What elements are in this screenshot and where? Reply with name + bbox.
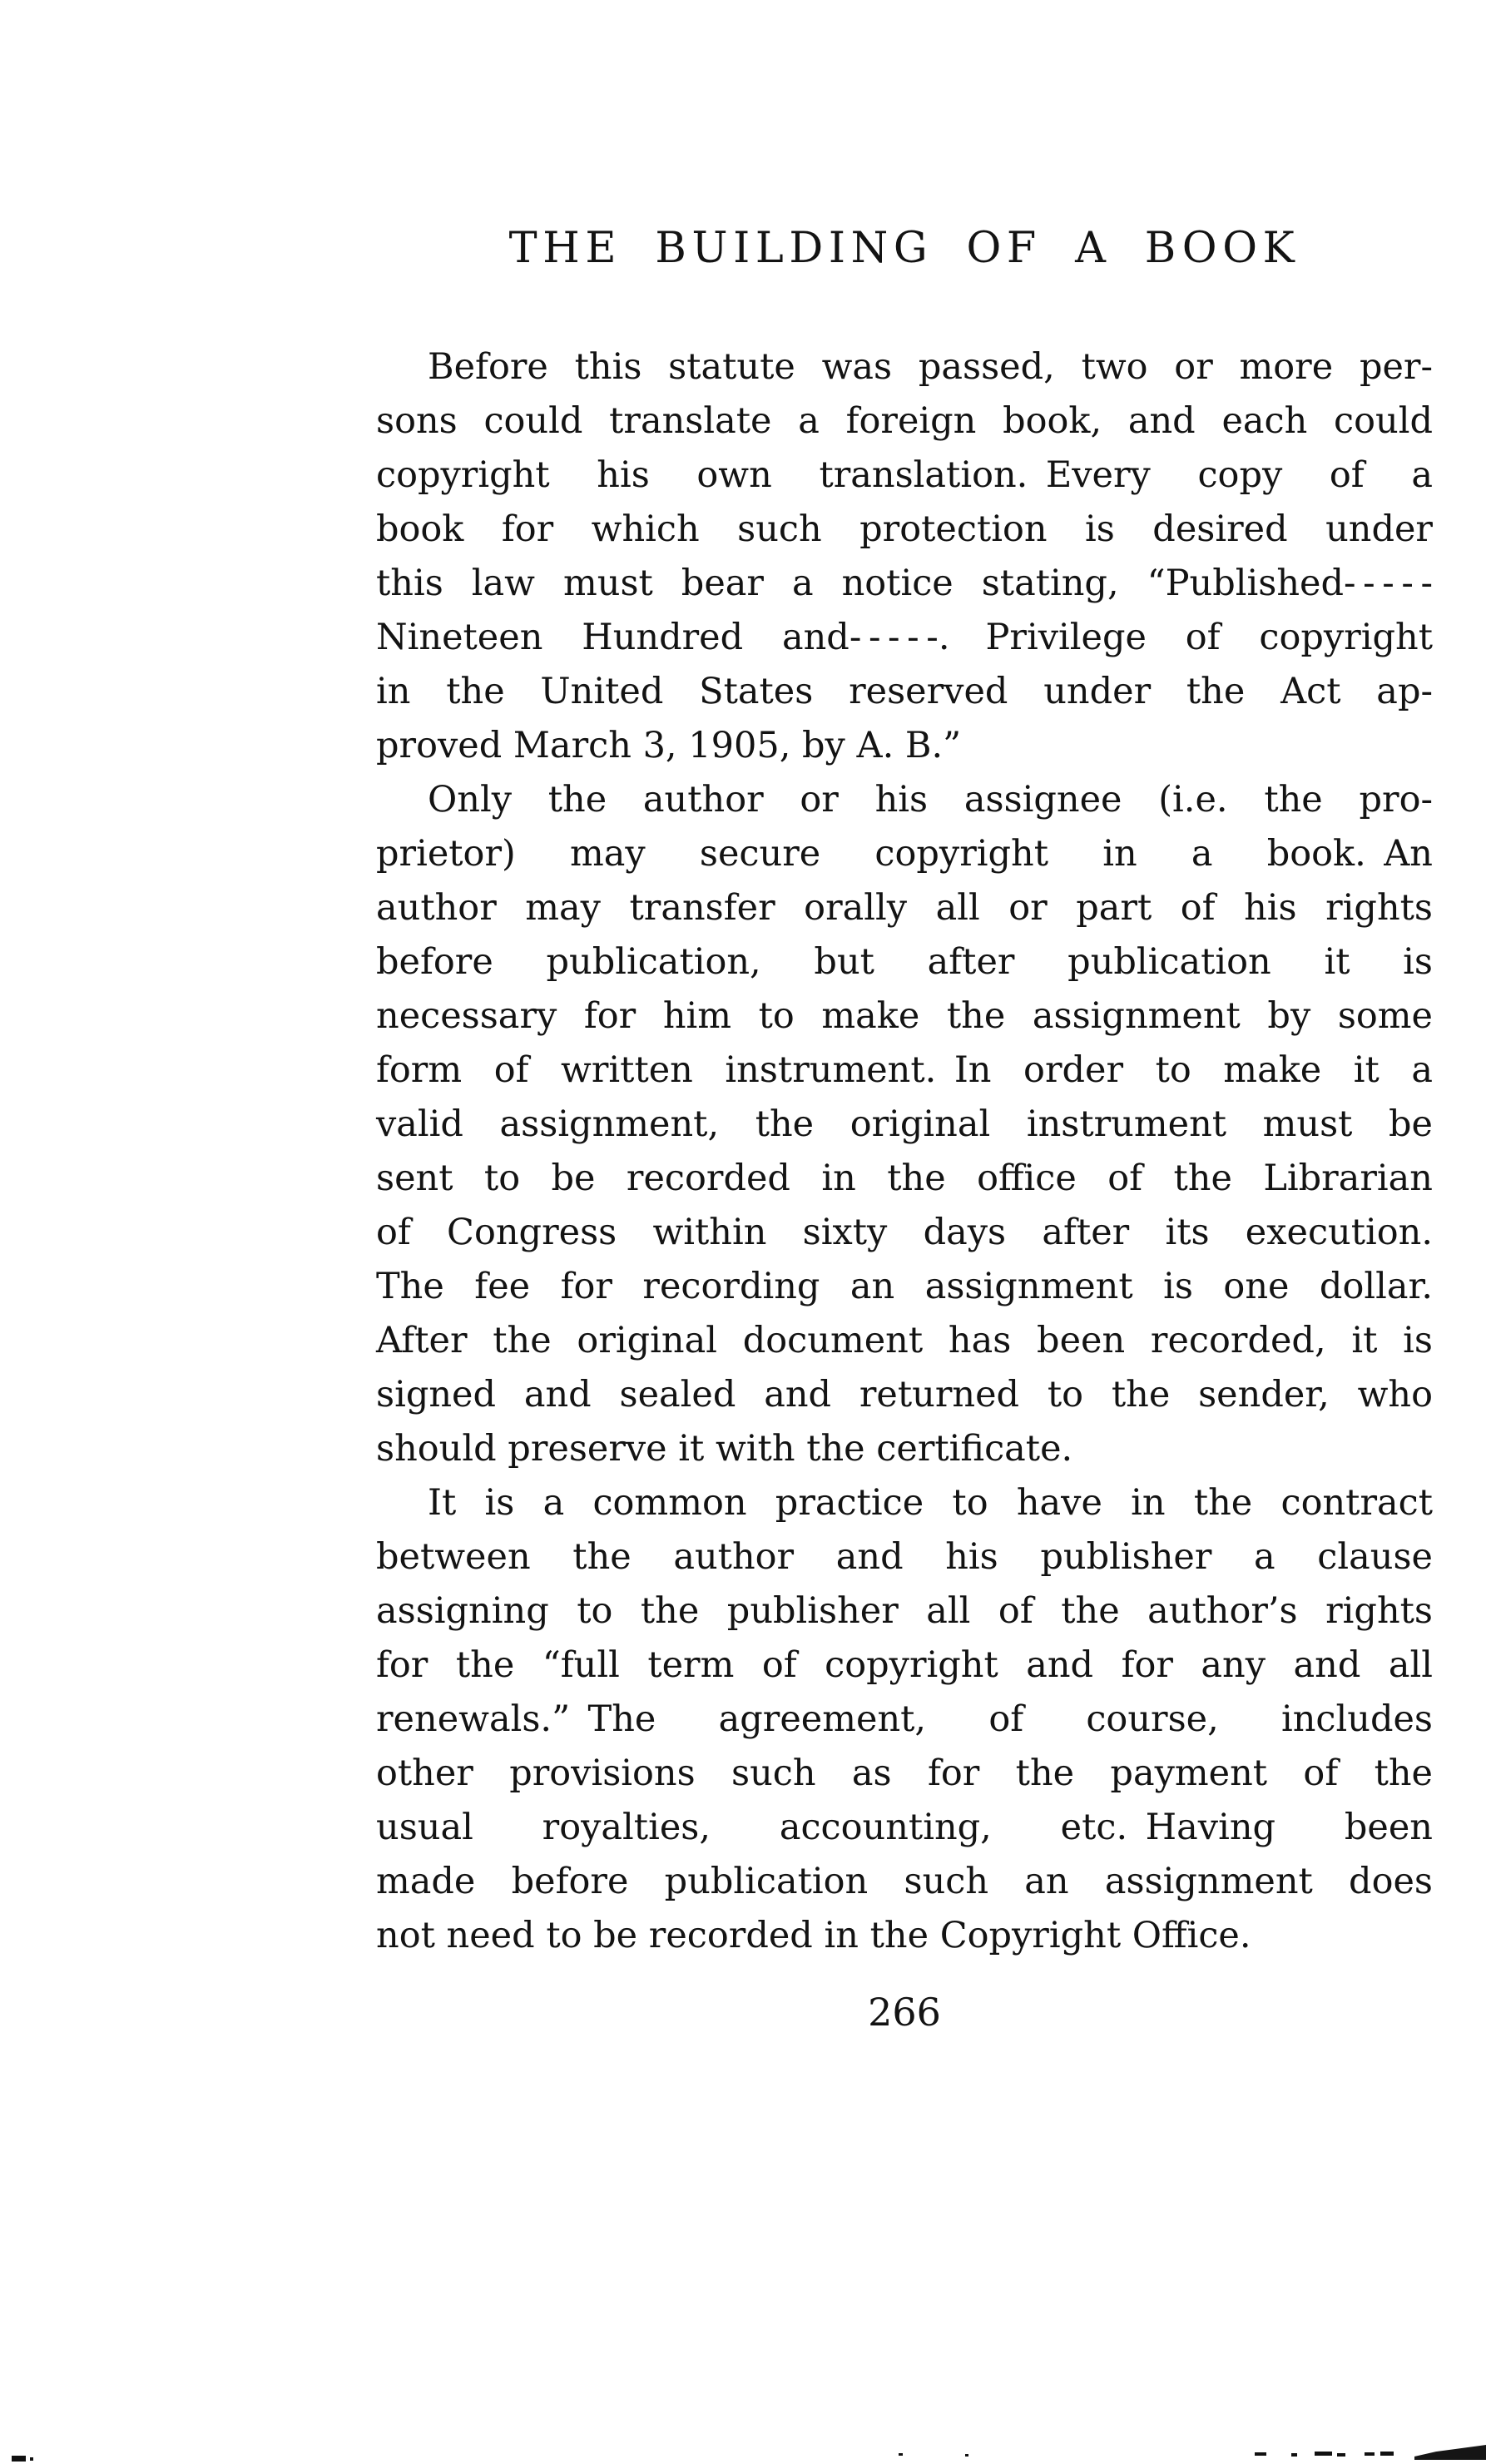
scan-artifact-dash <box>1255 2452 1266 2456</box>
text-line: of Congress within sixty days after its execution. <box>376 1212 1433 1253</box>
text-line: sons could translate a foreign book, and each could <box>376 400 1433 442</box>
paragraph-1 <box>376 340 1433 773</box>
scan-artifact-bottom-left <box>12 2456 26 2462</box>
text-line: renewals.” The agreement, of course, includes <box>376 1698 1433 1740</box>
text-line: should preserve it with the certificate. <box>376 1428 1073 1470</box>
text-line: book for which such protection is desired under <box>376 508 1433 550</box>
text-line: between the author and his publisher a clause <box>376 1536 1433 1578</box>
text-line: proved March 3, 1905, by A. B.” <box>376 725 962 766</box>
text-line: After the original document has been recorded, it is <box>376 1320 1433 1361</box>
text-line: copyright his own translation. Every copy of a <box>376 454 1433 496</box>
text-line: necessary for him to make the assignment by some <box>376 995 1433 1037</box>
text-line: valid assignment, the original instrument must be <box>376 1103 1433 1145</box>
text-line: Only the author or his assignee (i.e. the pro- <box>428 779 1433 821</box>
text-block <box>376 340 1433 1963</box>
text-line: before publication, but after publication it is <box>376 941 1433 983</box>
scan-artifact-dash <box>1380 2452 1394 2456</box>
text-line: prietor) may secure copyright in a book. An <box>376 833 1433 875</box>
text-line: Nineteen Hundred and- - - - -. Privilege of copyright <box>376 617 1433 658</box>
running-head: THE BUILDING OF A BOOK <box>508 224 1300 273</box>
page-number: 266 <box>868 1990 941 2035</box>
scan-artifact-dash <box>1315 2452 1332 2456</box>
text-line: not need to be recorded in the Copyright Office. <box>376 1915 1251 1956</box>
paragraph-2 <box>376 773 1433 1476</box>
text-line: usual royalties, accounting, etc. Having been <box>376 1807 1433 1848</box>
text-line: assigning to the publisher all of the author’s rights <box>376 1590 1433 1632</box>
scan-artifact-dot <box>899 2453 903 2456</box>
scan-artifact-dot <box>965 2454 968 2457</box>
scan-artifact-bottom-right-wedge <box>1414 2445 1486 2460</box>
paragraph-3 <box>376 1476 1433 1963</box>
text-line: in the United States reserved under the Act ap- <box>376 671 1433 712</box>
text-line: author may transfer orally all or part of his rights <box>376 887 1433 929</box>
text-line: this law must bear a notice stating, “Published- - - - - <box>376 563 1433 604</box>
text-line: other provisions such as for the payment of the <box>376 1753 1433 1794</box>
scan-artifact-dash <box>1337 2453 1345 2457</box>
text-line: The fee for recording an assignment is one dollar. <box>376 1266 1433 1307</box>
text-line: for the “full term of copyright and for any and all <box>376 1644 1433 1686</box>
text-line: sent to be recorded in the office of the Librarian <box>376 1158 1433 1199</box>
text-line: made before publication such an assignment does <box>376 1861 1433 1902</box>
text-line: form of written instrument. In order to make it a <box>376 1049 1433 1091</box>
scan-artifact-dash <box>1291 2453 1297 2457</box>
scan-artifact-dash <box>1365 2452 1375 2456</box>
text-line: signed and sealed and returned to the sender, who <box>376 1374 1433 1415</box>
text-line: It is a common practice to have in the contract <box>428 1482 1433 1524</box>
text-line: Before this statute was passed, two or more per- <box>428 346 1433 388</box>
scan-artifact-dot <box>30 2457 33 2461</box>
